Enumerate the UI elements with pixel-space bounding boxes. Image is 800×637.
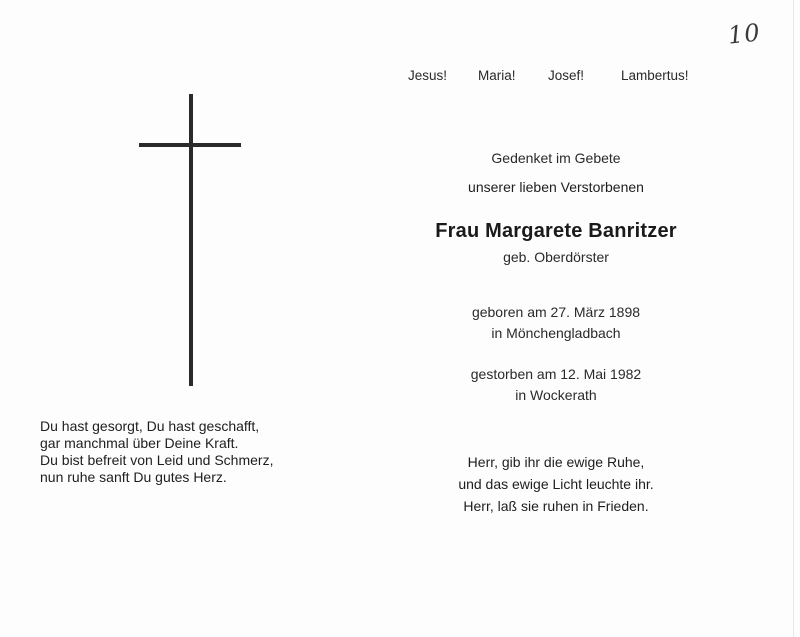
- maiden-name: geb. Oberdörster: [503, 249, 609, 265]
- deceased-name: Frau Margarete Banritzer: [435, 220, 677, 242]
- cross-horizontal-bar: [139, 143, 241, 147]
- invocation-maria: Maria!: [478, 68, 516, 83]
- poem-line: Du hast gesorgt, Du hast geschafft,: [40, 418, 260, 434]
- poem-line: Du bist befreit von Leid und Schmerz,: [40, 452, 274, 468]
- prayer-line: und das ewige Licht leuchte ihr.: [458, 476, 654, 492]
- memorial-intro: Gedenket im Gebete: [491, 150, 621, 166]
- death-date: gestorben am 12. Mai 1982: [470, 366, 642, 382]
- prayer-line: Herr, laß sie ruhen in Frieden.: [463, 498, 649, 514]
- memorial-poem: [40, 418, 360, 486]
- card-edge: [793, 0, 794, 637]
- cross-vertical-bar: [189, 94, 193, 386]
- memorial-intro-second-line: unserer lieben Verstorbenen: [468, 179, 644, 195]
- poem-line: nun ruhe sanft Du gutes Herz.: [40, 469, 227, 485]
- prayer-line: Herr, gib ihr die ewige Ruhe,: [467, 454, 645, 470]
- birth-place: in Mönchengladbach: [491, 325, 621, 341]
- poem-line: gar manchmal über Deine Kraft.: [40, 435, 239, 451]
- invocation-lambertus: Lambertus!: [621, 68, 689, 83]
- death-place: in Wockerath: [515, 387, 597, 403]
- closing-prayer: [400, 451, 712, 517]
- invocation-josef: Josef!: [548, 68, 585, 83]
- invocation-jesus: Jesus!: [408, 68, 448, 83]
- invocations-line: [408, 68, 718, 83]
- birth-date: geboren am 27. März 1898: [471, 304, 641, 320]
- handwritten-page-number: 10: [726, 18, 762, 50]
